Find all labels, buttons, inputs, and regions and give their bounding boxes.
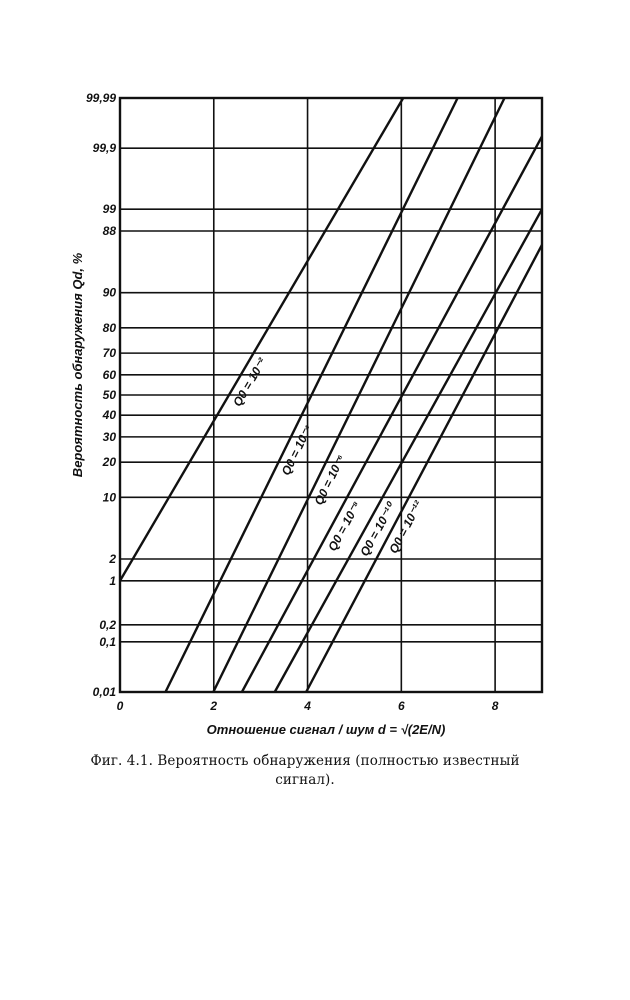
series-line bbox=[242, 136, 542, 692]
y-tick-label: 99,99 bbox=[85, 91, 116, 105]
y-tick-label: 0,01 bbox=[92, 685, 116, 699]
y-tick-label: 50 bbox=[102, 388, 116, 402]
x-tick-label: 2 bbox=[210, 699, 218, 713]
y-tick-label: 10 bbox=[102, 490, 116, 505]
figure-caption: Фиг. 4.1. Вероятность обнаружения (полностью известный сигнал). bbox=[90, 753, 520, 788]
y-tick-label: 60 bbox=[102, 367, 116, 382]
y-tick-label: 0,2 bbox=[99, 617, 116, 632]
y-axis-label: Вероятность обнаружения Qd, % bbox=[70, 252, 85, 478]
series-label: Q0 = 10⁻⁶ bbox=[311, 452, 348, 508]
y-tick-label: 90 bbox=[102, 285, 116, 300]
y-tick-label: 2 bbox=[109, 552, 116, 567]
x-axis-label: Отношение сигнал / шум d = √(2E/N) bbox=[206, 722, 446, 737]
x-tick-label: 4 bbox=[304, 699, 311, 713]
x-tick-label: 6 bbox=[397, 699, 405, 713]
y-tick-label: 80 bbox=[102, 320, 116, 335]
y-tick-label: 1 bbox=[109, 573, 116, 588]
series-line bbox=[275, 209, 542, 692]
y-tick-label: 70 bbox=[102, 346, 116, 361]
series-label: Q0 = 10⁻⁴ bbox=[278, 422, 316, 478]
y-tick-label: 20 bbox=[102, 455, 116, 470]
y-tick-label: 40 bbox=[102, 408, 116, 423]
series-label: Q0 = 10⁻¹² bbox=[386, 498, 426, 556]
y-tick-label: 99 bbox=[102, 202, 116, 217]
x-tick-label: 0 bbox=[116, 699, 124, 713]
series-label: Q0 = 10⁻² bbox=[230, 355, 270, 409]
y-tick-label: 0,1 bbox=[99, 634, 116, 649]
y-tick-label: 88 bbox=[102, 223, 116, 238]
y-tick-label: 30 bbox=[102, 429, 116, 444]
y-tick-label: 99,9 bbox=[92, 141, 116, 156]
series-label: Q0 = 10⁻¹⁰ bbox=[357, 500, 398, 559]
series-label: Q0 = 10⁻⁸ bbox=[325, 498, 364, 554]
x-tick-label: 8 bbox=[491, 699, 499, 713]
